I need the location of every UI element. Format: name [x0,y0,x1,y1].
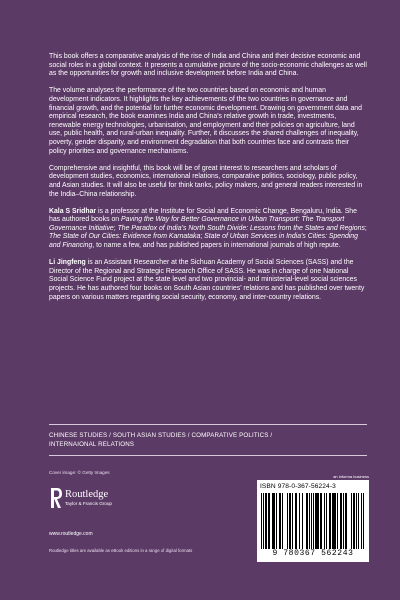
description-paragraph-2: The volume analyses the performance of the two countries based on economic and human development indicators. It highlights the key achievements of the two countries in governance and financial growth, and the potential for further economic development. Drawing on government data and empirical research, the book examines India and China’s relative growth in trade, investments, renewable energy technologies, urbanisation, and employment and their policies on agriculture, land use, public health, and rural-urban inequality. Further, it discusses the shared challenges of inequality, poverty, gender disparity, and environment degradation that both countries face and contrasts their policy priorities and governance mechanisms. [49,87,362,155]
author-name-1: Kala S Sridhar [49,207,97,215]
author-bio-separator: ; [364,224,367,232]
routledge-mark-icon [49,486,63,510]
subject-divider-bottom [49,455,367,456]
ebook-note: Routledge titles are available as eBook editions in a range of digital formats [49,548,193,553]
author-book-3: The State of Our Cities: Evidence from Karnataka [49,233,201,241]
author-bio-1-end: , to name a few, and has published papers in international journals of high repute. [92,242,341,250]
cover-image-credit: Cover image: © Getty Images [49,470,110,475]
author-bio-2 [49,259,367,302]
author-bio-1 [49,208,367,251]
description-paragraph-1: This book offers a comparative analysis of the rise of India and China and their decisive economic and social roles in a global context. It presents a cumulative picture of the socio-economic challenges as well as the opportunities for growth and inclusive development before India and China. [49,53,367,78]
publisher-website: www.routledge.com [49,531,93,537]
author-bio-separator: ; [113,224,118,232]
publisher-logo [49,486,129,514]
back-cover-text [49,53,367,311]
author-bio-separator: ; [200,233,205,241]
description-paragraph-3: Comprehensive and insightful, this book will be of great interest to researchers and scholars of development studies, economics, international relations, comparative politics, sociology, public policy, and Asian studies. It will also be useful for think tanks, policy makers, and general readers interested in the India–China relationship. [49,164,363,198]
barcode-bars [261,493,365,550]
author-book-1: Paving the Way for Better Governance in Urban Transport: The Transport Governance Initiative [49,216,345,232]
author-book-4: State of Urban Services in India’s Cities: Spending and Financing [49,233,358,250]
subject-categories [49,432,349,449]
author-book-2: The Paradox of India’s North South Divide: Lessons from the States and Regions [117,224,365,232]
subject-line-1: CHINESE STUDIES / SOUTH ASIAN STUDIES / COMPARATIVE POLITICS / [49,432,273,439]
isbn-barcode-box [257,474,369,562]
barcode-digits: 9 780367 562243 [259,549,367,558]
subject-line-2: INTERNAIONAL RELATIONS [49,440,135,448]
subject-divider-top [49,424,367,425]
publisher-group: Taylor & Francis Group [65,501,112,506]
isbn-text: ISBN 978-0-367-56224-3 [260,483,336,490]
informa-label: an informa business [333,474,369,479]
barcode-bar [363,493,364,550]
author-bio-2-text: is an Assistant Researcher at the Sichuan Academy of Social Sciences (SASS) and the Director of the Regional and Strategic Research Office of SASS. He was in charge of one National Social Science Fund project at the state level and two provincial- and ministerial-level social sciences projects. He has authored four books on South Asian countries’ relations and has published over twenty papers on various matters regarding social security, economy, and inter-country relations. [49,259,365,301]
publisher-name: Routledge [65,489,109,500]
author-name-2: Li Jingfeng [49,259,86,267]
author-bio-1-start: is a professor at the Institute for Social and Economic Change, Bengaluru, India. She has authored books on [49,207,357,224]
